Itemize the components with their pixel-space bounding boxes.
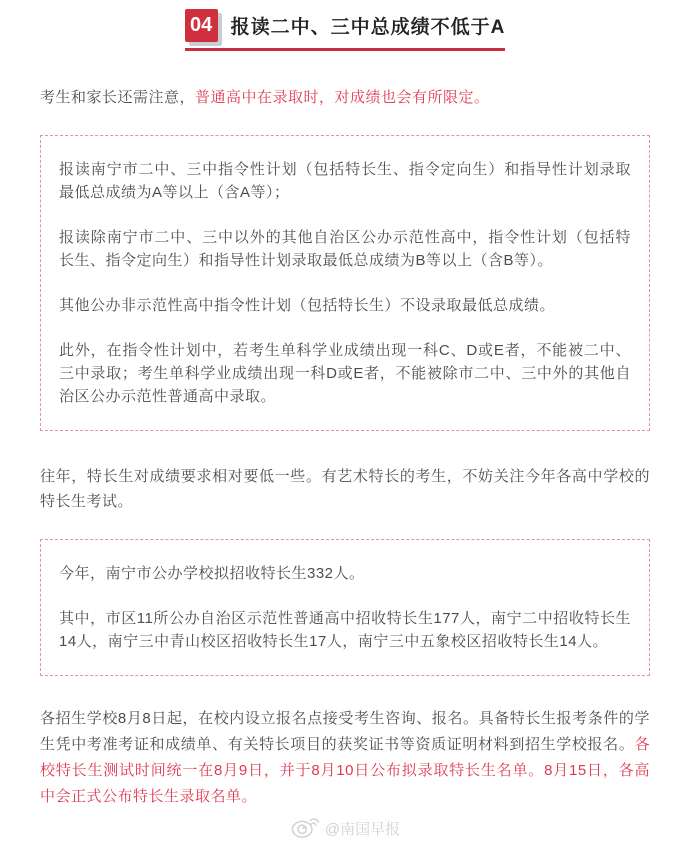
policy-paragraph: 其他公办非示范性高中指令性计划（包括特长生）不设录取最低总成绩。 <box>59 297 556 314</box>
watermark <box>0 813 690 843</box>
schedule-lead-text: 各招生学校8月8日起，在校内设立报名点接受考生咨询、报名。具备特长生报考条件的学生凭中考准考证和成绩单、有关特长项目的获奖证书等资质证明材料到招生学校报名。 <box>40 710 650 753</box>
quota-box <box>40 539 650 676</box>
intro-highlight-text: 普通高中在录取时，对成绩也会有所限定。 <box>195 89 490 106</box>
note-paragraph: 往年，特长生对成绩要求相对要低一些。有艺术特长的考生，不妨关注今年各高中学校的特长生考试。 <box>40 468 650 510</box>
intro-paragraph <box>40 85 650 110</box>
section-header-block <box>185 9 506 51</box>
policy-paragraph: 报读除南宁市二中、三中以外的其他自治区公办示范性高中，指令性计划（包括特长生、指令定向生）和指导性计划录取最低总成绩为B等以上（含B等）。 <box>59 229 631 269</box>
section-number-badge: 04 <box>185 9 218 42</box>
quota-paragraph: 今年，南宁市公办学校拟招收特长生332人。 <box>59 565 365 582</box>
policy-paragraph: 报读南宁市二中、三中指令性计划（包括特长生、指令定向生）和指导性计划录取最低总成绩为A等以上（含A等）； <box>59 161 631 201</box>
weibo-icon <box>290 813 320 843</box>
section-header <box>0 0 690 51</box>
policy-paragraph: 此外，在指令性计划中，若考生单科学业成绩出现一科C、D或E者，不能被二中、三中录取；考生单科学业成绩出现一科D或E者，不能被除市二中、三中外的其他自治区公办示范性普通高中录取。 <box>59 342 631 405</box>
quota-paragraph: 其中，市区11所公办自治区示范性普通高中招收特长生177人，南宁二中招收特长生14人，南宁三中青山校区招收特长生17人，南宁三中五象校区招收特长生14人。 <box>59 610 631 650</box>
policy-box <box>40 135 650 431</box>
watermark-text: @南国早报 <box>324 820 401 838</box>
schedule-highlight-text: 各校特长生测试时间统一在8月9日，并于8月10日公布拟录取特长生名单。8月15日，各高中会正式公布特长生录取名单。 <box>40 736 650 805</box>
article-content <box>40 85 650 810</box>
intro-lead-text: 考生和家长还需注意， <box>40 89 196 106</box>
section-title: 报读二中、三中总成绩不低于A <box>230 17 506 38</box>
schedule-paragraph <box>40 706 650 810</box>
